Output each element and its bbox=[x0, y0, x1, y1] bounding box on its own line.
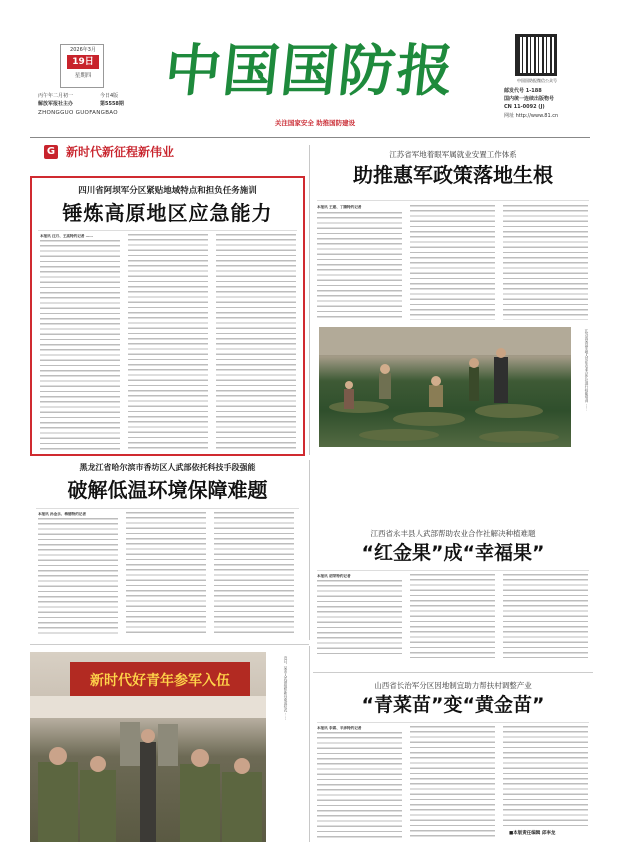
article-byline: 本报讯 汪月、王高特约记者 …… bbox=[40, 234, 93, 238]
article-kicker: 江西省永丰县人武部帮助农业合作社解决种植难题 bbox=[370, 529, 536, 538]
masthead-divider bbox=[30, 137, 590, 138]
article-byline: 本报讯 胡荣特约记者 bbox=[317, 574, 351, 578]
column-divider-bottom bbox=[309, 646, 310, 842]
headline-rule bbox=[38, 230, 297, 231]
article-body-col-1 bbox=[317, 732, 402, 838]
headline-rule bbox=[317, 200, 589, 201]
date-box bbox=[60, 44, 104, 88]
date-weekday: 星期四 bbox=[74, 73, 92, 79]
article-body-col-3 bbox=[503, 205, 588, 320]
article-body-col-3 bbox=[503, 574, 588, 658]
article-body-col-2 bbox=[410, 726, 495, 838]
photo-caption: 江苏省某县军地人员在农业合作社进行技能培训 …… bbox=[585, 329, 589, 411]
masthead bbox=[0, 0, 619, 135]
postal-code: 邮发代号 1-188 bbox=[504, 88, 542, 94]
article-top-right bbox=[313, 145, 593, 450]
pinyin-title: ZHONGGUO GUOFANGBAO bbox=[38, 110, 118, 116]
row-divider-mid bbox=[30, 644, 309, 645]
title-slogan: 关注国家安全 助推国防建设 bbox=[274, 119, 356, 127]
article-body-col-1 bbox=[38, 518, 118, 636]
article-body-col-2 bbox=[410, 205, 495, 320]
newspaper-title: 中国国防报 bbox=[161, 38, 459, 104]
headline-rule bbox=[317, 722, 589, 723]
photo-recruit-ceremony bbox=[30, 652, 266, 842]
photo-figures-icon bbox=[319, 327, 571, 447]
article-kicker: 江苏省军地着眼军属就业安置工作体系 bbox=[389, 150, 517, 159]
date-year-month: 2026年3月 bbox=[70, 47, 96, 53]
qr-code bbox=[515, 34, 557, 76]
editor-footer: ■本版责任编辑 邱李龙 bbox=[509, 831, 556, 836]
cn-label: 国内统一连续出版物号 bbox=[504, 96, 555, 102]
lunar-date: 丙午年二月初一 bbox=[38, 93, 74, 99]
article-body-col-3 bbox=[216, 234, 296, 450]
cn-number: CN 11-0092 (J) bbox=[504, 104, 545, 110]
article-kicker: 山西省长治军分区因地制宜助力帮扶村调整产业 bbox=[374, 681, 532, 690]
headline-rule bbox=[317, 570, 589, 571]
article-headline: 破解低温环境保障难题 bbox=[67, 478, 268, 502]
article-body-col-3 bbox=[503, 726, 588, 826]
article-top-left bbox=[30, 176, 305, 456]
section-banner bbox=[44, 145, 344, 163]
article-body-col-2 bbox=[128, 234, 208, 450]
headline-rule bbox=[36, 508, 299, 509]
serial-number: 第5558期 bbox=[100, 101, 124, 107]
photo-strawberry-field bbox=[319, 327, 571, 447]
article-mid-right bbox=[313, 522, 593, 672]
article-body-col-3 bbox=[214, 512, 294, 636]
qr-caption: 中国国防报微信公众号 bbox=[517, 78, 557, 83]
article-kicker: 黑龙江省哈尔滨市香坊区人武部依托科技手段强能 bbox=[79, 462, 256, 472]
article-body-col-2 bbox=[126, 512, 206, 636]
bottom-photo-caption: 近日，某市人武部组织新兵欢送仪式 …… bbox=[284, 656, 288, 721]
article-byline: 本报讯 李霖、辛彦特约记者 bbox=[317, 726, 362, 730]
article-body-col-1 bbox=[317, 212, 402, 320]
article-kicker: 四川省阿坝军分区紧贴地域特点和担负任务施训 bbox=[78, 186, 257, 196]
article-headline: “青菜苗”变“黄金苗” bbox=[361, 694, 545, 716]
photo-banner-text: 新时代好青年参军入伍 bbox=[90, 673, 230, 689]
article-body-col-1 bbox=[40, 240, 120, 450]
website: 网址 http://www.81.cn bbox=[504, 113, 559, 119]
article-bottom-right bbox=[313, 676, 593, 844]
row-divider-right bbox=[313, 672, 593, 673]
article-body-col-1 bbox=[317, 580, 402, 658]
photo-crowd-icon bbox=[30, 652, 266, 842]
date-day: 19日 bbox=[67, 55, 99, 69]
issue-count: 今日4版 bbox=[100, 93, 119, 99]
article-headline: “红金果”成“幸福果” bbox=[361, 542, 545, 564]
publisher-left: 解放军报社主办 bbox=[38, 101, 74, 107]
article-headline: 助推惠军政策落地生根 bbox=[353, 163, 553, 187]
banner-logo-icon: G bbox=[44, 145, 58, 159]
article-headline: 锤炼高原地区应急能力 bbox=[62, 201, 273, 225]
banner-title: 新时代新征程新伟业 bbox=[66, 145, 175, 159]
article-mid-left bbox=[30, 460, 305, 638]
column-divider-top bbox=[309, 145, 310, 455]
article-byline: 本报讯 王建、丁腾特约记者 bbox=[317, 205, 362, 209]
article-body-col-2 bbox=[410, 574, 495, 658]
column-divider-mid bbox=[309, 460, 310, 640]
article-byline: 本报讯 孙金乐、梅德特约记者 bbox=[38, 512, 86, 516]
